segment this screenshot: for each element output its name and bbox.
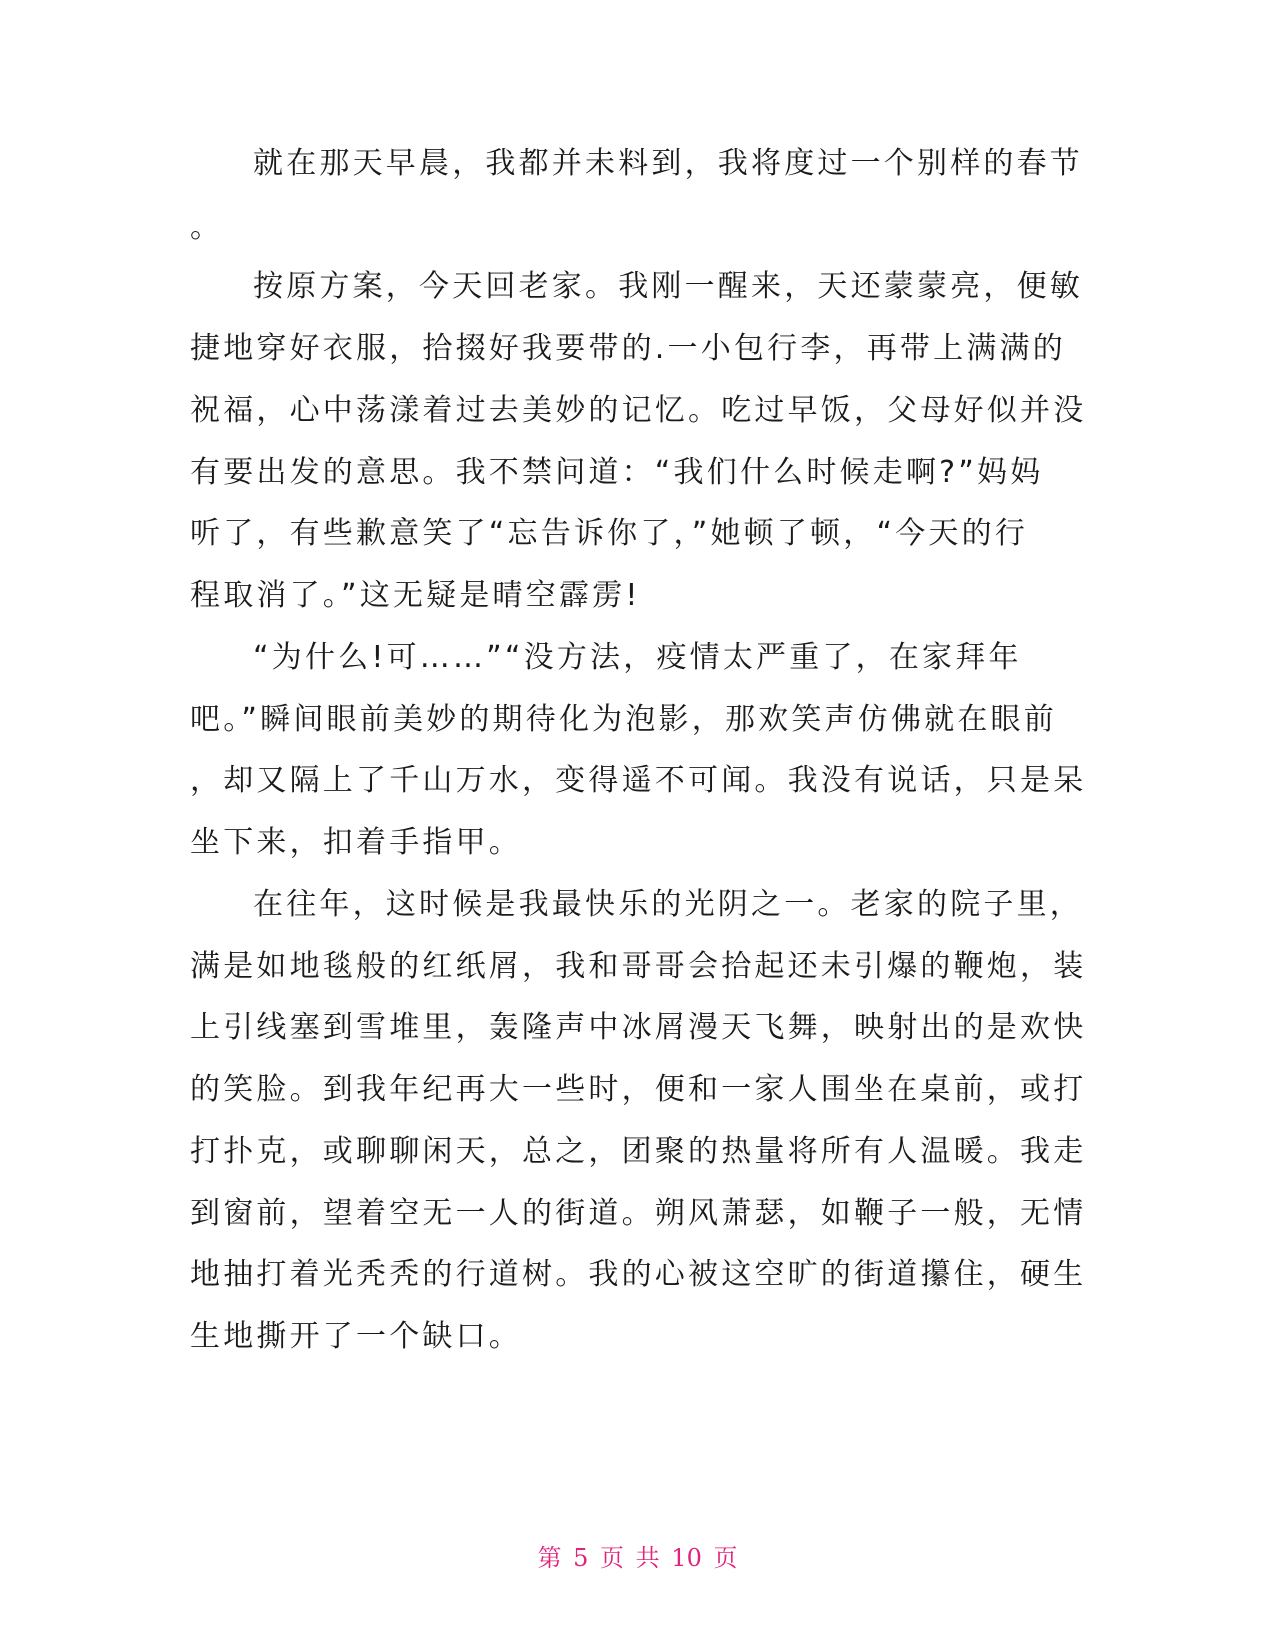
text-line-9: “为什么!可……”“没方法，疫情太严重了，在家拜年 <box>253 640 1022 675</box>
text-line-12: 坐下来，扣着手指甲。 <box>190 825 522 860</box>
text-line-3: 按原方案，今天回老家。我刚一醒来，天还蒙蒙亮，便敏 <box>253 269 1083 304</box>
text-line-4: 捷地穿好衣服，拾掇好我要带的.一小包行李，再带上满满的 <box>190 331 1066 366</box>
text-line-10: 吧。”瞬间眼前美妙的期待化为泡影，那欢笑声仿佛就在眼前 <box>190 702 1057 737</box>
text-line-16: 的笑脸。到我年纪再大一些时，便和一家人围坐在桌前，或打 <box>190 1072 1087 1107</box>
text-line-19: 地抽打着光秃秃的行道树。我的心被这空旷的街道攥住，硬生 <box>190 1257 1087 1292</box>
text-line-5: 祝福，心中荡漾着过去美妙的记忆。吃过早饭，父母好似并没 <box>190 393 1087 428</box>
text-line-20: 生地撕开了一个缺口。 <box>190 1319 522 1354</box>
text-line-8: 程取消了。”这无疑是晴空霹雳! <box>190 578 641 613</box>
page-number-footer: 第 5 页 共 10 页 <box>537 1544 738 1572</box>
text-line-17: 打扑克，或聊聊闲天，总之，团聚的热量将所有人温暖。我走 <box>190 1134 1087 1169</box>
text-line-15: 上引线塞到雪堆里，轰隆声中冰屑漫天飞舞，映射出的是欢快 <box>190 1010 1087 1045</box>
text-line-11: ，却又隔上了千山万水，变得遥不可闻。我没有说话，只是呆 <box>190 763 1087 798</box>
text-line-6: 有要出发的意思。我不禁问道：“我们什么时候走啊?”妈妈 <box>190 455 1044 490</box>
text-line-18: 到窗前，望着空无一人的街道。朔风萧瑟，如鞭子一般，无情 <box>190 1196 1087 1231</box>
text-line-13: 在往年，这时候是我最快乐的光阴之一。老家的院子里， <box>253 887 1083 922</box>
text-line-7: 听了，有些歉意笑了“忘告诉你了，”她顿了顿，“今天的行 <box>190 516 1029 551</box>
text-line-1: 就在那天早晨，我都并未料到，我将度过一个别样的春节 <box>253 146 1083 181</box>
text-line-2: 。 <box>190 210 224 245</box>
text-line-14: 满是如地毯般的红纸屑，我和哥哥会拾起还未引爆的鞭炮，装 <box>190 949 1087 984</box>
